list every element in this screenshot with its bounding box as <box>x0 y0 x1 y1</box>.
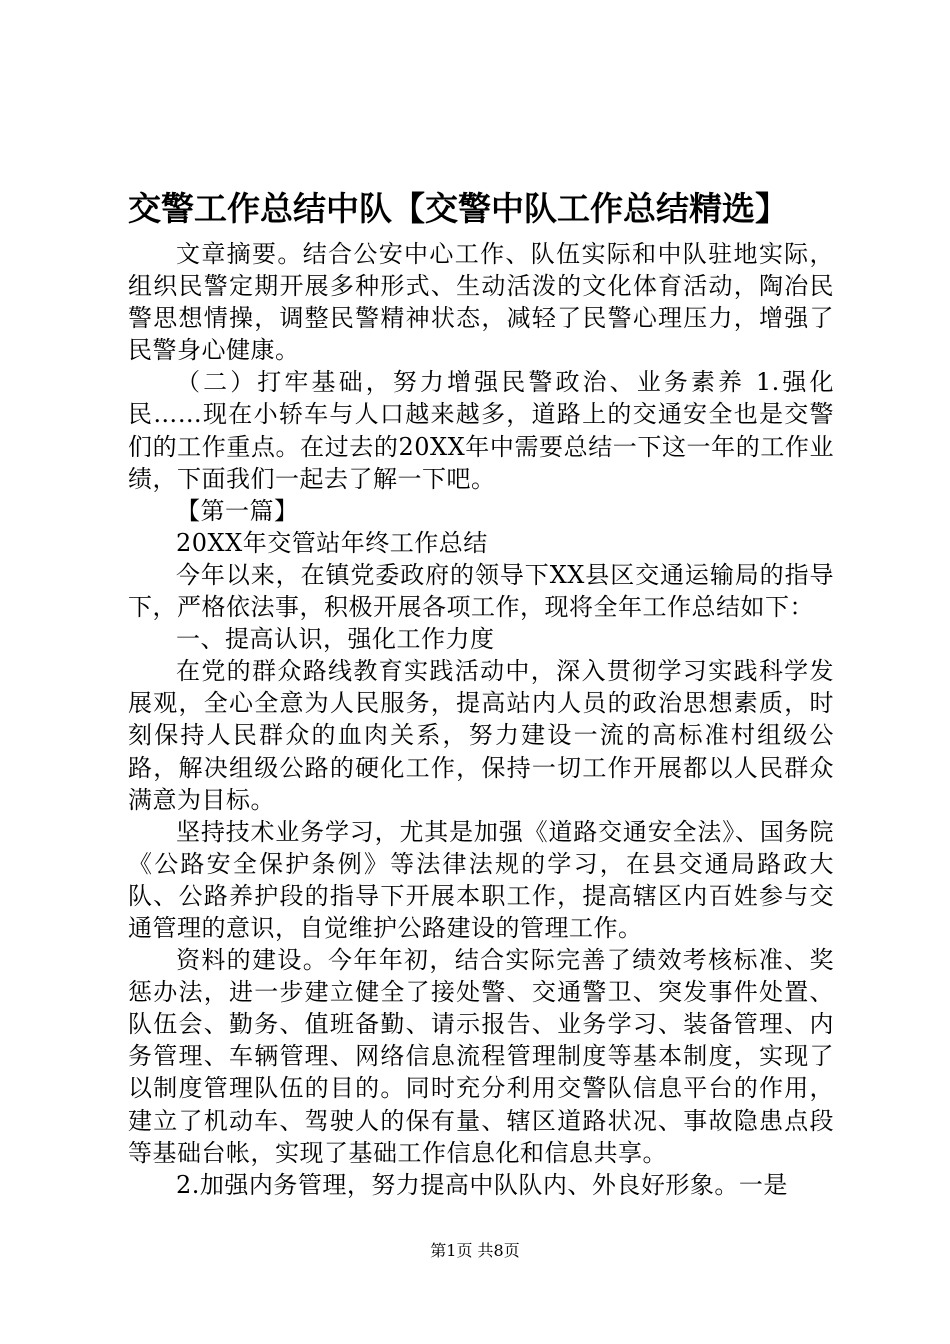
section-label: 【第一篇】 <box>176 496 299 525</box>
paragraph-abstract: 文章摘要。结合公安中心工作、队伍实际和中队驻地实际，组织民警定期开展多种形式、生动活泼的文化体育活动，陶冶民警思想情操，调整民警精神状态，减轻了民警心理压力，增强了民警身心健康。 <box>128 240 834 365</box>
subheading-one: 一、提高认识，强化工作力度 <box>176 625 495 654</box>
document-body <box>128 238 834 1201</box>
paragraph-materials: 资料的建设。今年年初，结合实际完善了绩效考核标准、奖惩办法，进一步建立健全了接处警、交通警卫、突发事件处置、队伍会、勤务、值班备勤、请示报告、业务学习、装备管理、内务管理、车辆管理、网络信息流程管理制度等基本制度，实现了以制度管理队伍的目的。同时充分利用交警队信息平台的作用，建立了机动车、驾驶人的保有量、辖区道路状况、事故隐患点段等基础台帐，实现了基础工作信息化和信息共享。 <box>128 946 834 1167</box>
section-title: 20XX年交管站年终工作总结 <box>176 528 488 557</box>
paragraph-party-line: 在党的群众路线教育实践活动中，深入贯彻学习实践科学发展观，全心全意为人民服务，提高站内人员的政治思想素质，时刻保持人民群众的血肉关系，努力建设一流的高标准村组级公路，解决组级公路的硬化工作，保持一切工作开展都以人民群众满意为目标。 <box>128 657 834 814</box>
paragraph-internal-management: 2.加强内务管理，努力提高中队队内、外良好形象。一是 <box>176 1170 788 1199</box>
paragraph-study: 坚持技术业务学习，尤其是加强《道路交通安全法》、国务院《公路安全保护条例》等法律法规的学习，在县交通局路政大队、公路养护段的指导下开展本职工作，提高辖区内百姓参与交通管理的意识，自觉维护公路建设的管理工作。 <box>128 817 834 942</box>
document-title: 交警工作总结中队【交警中队工作总结精选】 <box>128 189 788 228</box>
paragraph-intro: （二）打牢基础，努力增强民警政治、业务素养 1.强化民……现在小轿车与人口越来越多，道路上的交通安全也是交警们的工作重点。在过去的20XX年中需要总结一下这一年的工作业绩，下面我们一起去了解一下吧。 <box>128 368 834 493</box>
paragraph-opening: 今年以来，在镇党委政府的领导下XX县区交通运输局的指导下，严格依法事，积极开展各项工作，现将全年工作总结如下： <box>128 560 834 622</box>
page-footer: 第1页 共8页 <box>430 1241 520 1260</box>
